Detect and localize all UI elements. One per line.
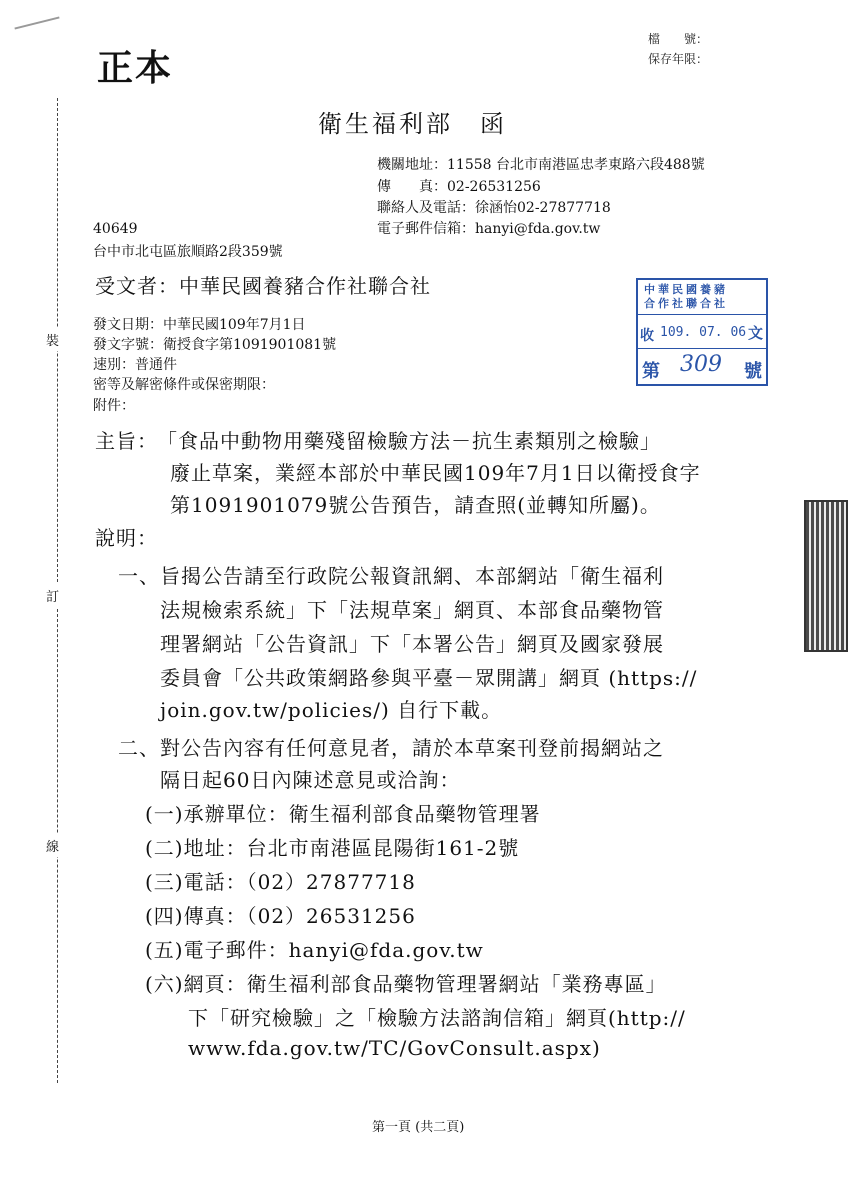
contact-subitem: (二)地址：台北市南港區昆陽街161-2號: [145, 836, 520, 860]
subject-line: 「食品中動物用藥殘留檢驗方法－抗生素類別之檢驗」: [157, 429, 661, 453]
pen-mark: [14, 16, 59, 29]
receipt-stamp-divider: [638, 314, 766, 315]
receipt-stamp-received-char: 收: [640, 328, 654, 344]
receipt-stamp-doc-char: 文: [747, 324, 763, 342]
contact-subitem: 下「研究檢驗」之「檢驗方法諮詢信箱」網頁(http://: [188, 1006, 686, 1030]
retention-period-label: 保存年限：: [648, 52, 709, 66]
issuer-email: 電子郵件信箱：hanyi@fda.gov.tw: [377, 221, 601, 237]
document-title: 衛生福利部 函: [318, 110, 507, 138]
issuer-fax: 傳 真：02-26531256: [377, 179, 541, 195]
archive-number-label: 檔 號：: [648, 32, 709, 46]
contact-subitem: www.fda.gov.tw/TC/GovConsult.aspx): [188, 1036, 601, 1060]
page-footer: 第一頁 (共二頁): [372, 1120, 465, 1135]
receipt-stamp-no-suffix: 號: [744, 361, 762, 382]
issue-date: 發文日期：中華民國109年7月1日: [93, 317, 306, 333]
explanation-item-1-line: 一、旨揭公告請至行政院公報資訊網、本部網站「衛生福利: [118, 564, 664, 588]
contact-subitem: (六)網頁：衛生福利部食品藥物管理署網站「業務專區」: [145, 972, 667, 996]
contact-subitem: (三)電話：（02）27877718: [145, 870, 416, 894]
subject-label: 主旨：: [95, 429, 158, 453]
issuer-address: 機關地址：11558 台北市南港區忠孝東路六段488號: [377, 157, 705, 173]
speed-class: 速別：普通件: [93, 357, 177, 373]
contact-subitem: (一)承辦單位：衛生福利部食品藥物管理署: [145, 802, 541, 826]
attachment-label: 附件：: [93, 398, 135, 414]
receipt-stamp-no-prefix: 第: [642, 361, 660, 382]
receipt-stamp-number: 309: [680, 352, 722, 377]
explanation-item-1-line: join.gov.tw/policies/) 自行下載。: [160, 698, 503, 722]
contact-subitem: (五)電子郵件：hanyi@fda.gov.tw: [145, 938, 484, 962]
explanation-item-1-line: 委員會「公共政策網路參與平臺－眾開講」網頁 (https://: [160, 666, 698, 690]
receipt-stamp-org-line2: 合作社聯合社: [644, 297, 728, 310]
receipt-stamp-divider: [638, 348, 766, 349]
original-copy-mark: 正本: [97, 47, 174, 89]
explanation-item-1-line: 理署網站「公告資訊」下「本署公告」網頁及國家發展: [160, 632, 664, 656]
explanation-item-2-line: 二、對公告內容有任何意見者，請於本草案刊登前揭網站之: [118, 736, 664, 760]
explanation-item-2-line: 隔日起60日內陳述意見或洽詢：: [160, 768, 461, 792]
binding-mark-xian: 線: [46, 834, 59, 857]
receipt-stamp: [636, 278, 768, 386]
explanation-label: 說明：: [95, 526, 158, 550]
receipt-stamp-date: 109. 07. 06: [660, 325, 747, 340]
recipient: 受文者：中華民國養豬合作社聯合社: [95, 274, 431, 298]
recipient-postcode: 40649: [93, 221, 138, 237]
subject-line: 廢止草案，業經本部於中華民國109年7月1日以衛授食字: [170, 461, 701, 485]
issuer-contact: 聯絡人及電話：徐涵怡02-27877718: [377, 200, 611, 216]
receipt-stamp-org-line1: 中華民國養豬: [644, 283, 728, 296]
recipient-street: 台中市北屯區旅順路2段359號: [93, 244, 283, 260]
document-number: 發文字號：衛授食字第1091901081號: [93, 337, 337, 353]
subject-line: 第1091901079號公告預告，請查照(並轉知所屬)。: [170, 493, 661, 517]
receipt-stamp-org: [644, 283, 728, 311]
secrecy-level: 密等及解密條件或保密期限：: [93, 377, 275, 393]
contact-subitem: (四)傳真：（02）26531256: [145, 904, 416, 928]
binding-mark-ding: 訂: [46, 584, 59, 607]
binding-mark-zhuang: 裝: [46, 328, 59, 351]
explanation-item-1-line: 法規檢索系統」下「法規草案」網頁、本部食品藥物管: [160, 598, 664, 622]
edge-partial-stamp: [804, 500, 848, 652]
